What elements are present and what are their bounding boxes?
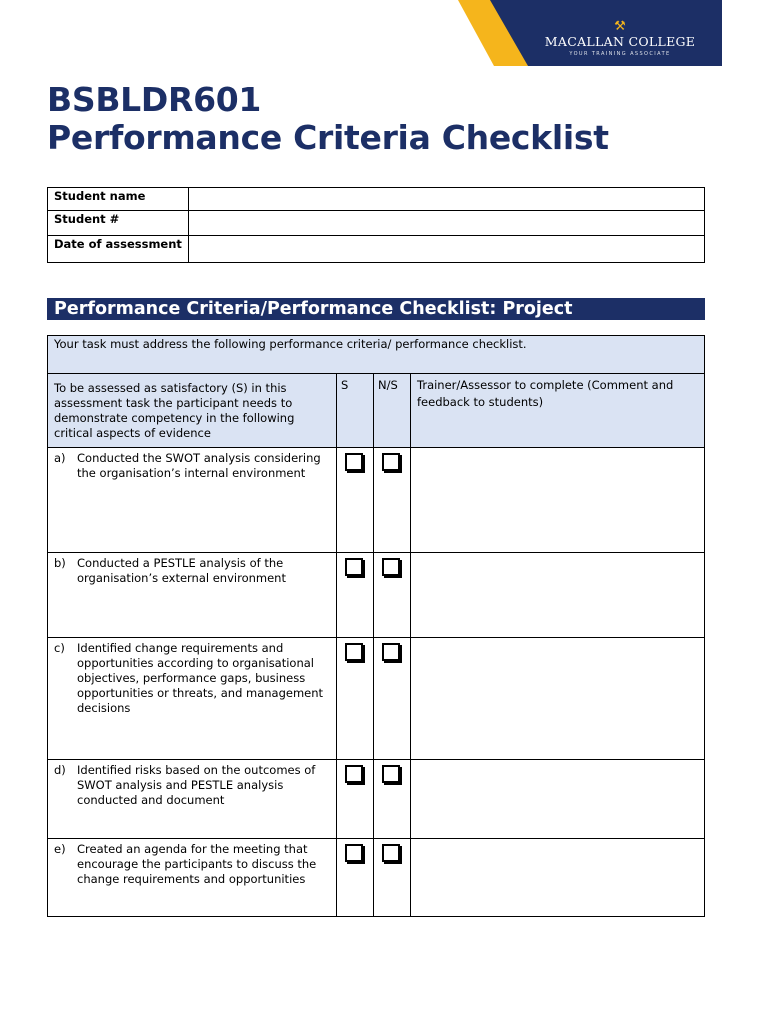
crossed-tools-icon: ⚒ <box>614 19 626 34</box>
assessment-date-row <box>48 236 705 263</box>
not-satisfactory-checkbox[interactable] <box>382 453 400 471</box>
criteria-table <box>47 335 705 917</box>
item-text: Identified risks based on the outcomes of SWOT analysis and PESTLE analysis conducted and document <box>77 763 316 807</box>
satisfactory-checkbox[interactable] <box>345 765 363 783</box>
criteria-header: To be assessed as satisfactory (S) in this assessment task the participant needs to demonstrate competency in the following critical aspects of evidence <box>48 374 337 448</box>
feedback-cell[interactable] <box>411 839 705 917</box>
feedback-header: Trainer/Assessor to complete (Comment and feedback to students) <box>411 374 705 448</box>
satisfactory-checkbox[interactable] <box>345 558 363 576</box>
student-name-label: Student name <box>48 188 189 211</box>
criteria-item <box>54 763 330 808</box>
student-number-row <box>48 211 705 236</box>
student-number-label: Student # <box>48 211 189 236</box>
page-title <box>47 81 609 157</box>
feedback-cell[interactable] <box>411 638 705 760</box>
assessment-date-field[interactable] <box>189 236 705 263</box>
not-satisfactory-checkbox[interactable] <box>382 643 400 661</box>
feedback-cell[interactable] <box>411 760 705 839</box>
header-row <box>48 374 705 448</box>
item-text: Created an agenda for the meeting that encourage the participants to discuss the change requirements and opportunities <box>77 842 317 886</box>
checklist-title: Performance Criteria Checklist <box>47 118 609 157</box>
satisfactory-checkbox[interactable] <box>345 844 363 862</box>
section-heading: Performance Criteria/Performance Checklist: Project <box>47 298 705 320</box>
college-logo <box>520 20 720 57</box>
student-info-table <box>47 187 705 263</box>
satisfactory-header: S <box>337 374 374 448</box>
criteria-row-d <box>48 760 705 839</box>
criteria-row-b <box>48 553 705 638</box>
not-satisfactory-header: N/S <box>374 374 411 448</box>
item-text: Conducted a PESTLE analysis of the organisation’s external environment <box>77 556 286 585</box>
item-letter: c) <box>54 641 65 655</box>
student-name-field[interactable] <box>189 188 705 211</box>
item-letter: b) <box>54 556 66 570</box>
criteria-row-c <box>48 638 705 760</box>
unit-code: BSBLDR601 <box>47 80 262 119</box>
intro-text: Your task must address the following performance criteria/ performance checklist. <box>48 336 705 374</box>
criteria-row-e <box>48 839 705 917</box>
item-letter: e) <box>54 842 66 856</box>
not-satisfactory-checkbox[interactable] <box>382 844 400 862</box>
intro-row <box>48 336 705 374</box>
criteria-item <box>54 451 330 481</box>
criteria-item <box>54 641 330 716</box>
assessment-date-label: Date of assessment <box>48 236 189 263</box>
item-letter: d) <box>54 763 66 777</box>
item-text: Identified change requirements and opportunities according to organisational objectives, performance gaps, business opportunities or threats, and management decisions <box>77 641 324 715</box>
header-banner <box>0 0 768 70</box>
item-text: Conducted the SWOT analysis considering the organisation’s internal environment <box>77 451 321 480</box>
not-satisfactory-checkbox[interactable] <box>382 765 400 783</box>
not-satisfactory-checkbox[interactable] <box>382 558 400 576</box>
criteria-row-a <box>48 448 705 553</box>
student-number-field[interactable] <box>189 211 705 236</box>
feedback-cell[interactable] <box>411 553 705 638</box>
satisfactory-checkbox[interactable] <box>345 453 363 471</box>
college-name: MACALLAN COLLEGE <box>544 34 696 49</box>
satisfactory-checkbox[interactable] <box>345 643 363 661</box>
item-letter: a) <box>54 451 66 465</box>
student-name-row <box>48 188 705 211</box>
feedback-cell[interactable] <box>411 448 705 553</box>
criteria-item <box>54 842 330 887</box>
criteria-item <box>54 556 330 586</box>
college-tagline: YOUR TRAINING ASSOCIATE <box>569 51 671 57</box>
